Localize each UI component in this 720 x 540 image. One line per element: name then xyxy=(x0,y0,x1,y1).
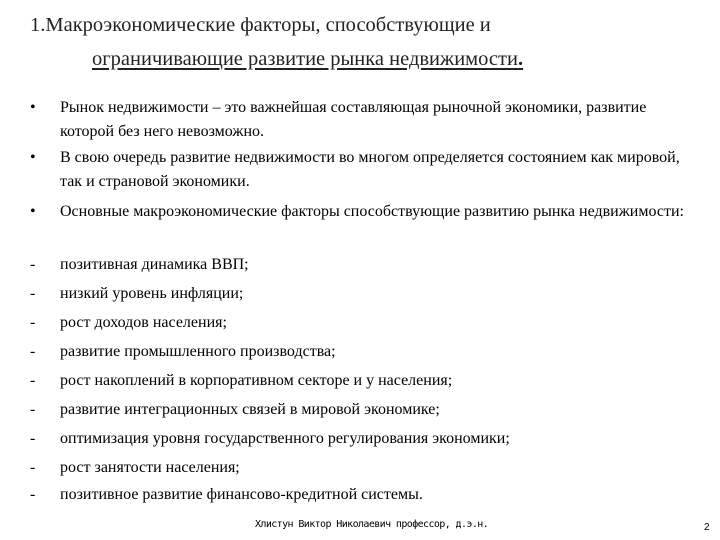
list-item-text: рост занятости населения; xyxy=(60,459,240,476)
title-line-2-text: ограничивающие развитие рынка недвижимости xyxy=(92,48,518,70)
dash-marker: - xyxy=(30,285,36,302)
title-line-1: 1.Макроэкономические факторы, способствующие и xyxy=(30,14,491,36)
list-item-text: развитие промышленного производства; xyxy=(60,343,336,360)
dash-marker: - xyxy=(30,459,36,476)
list-item-text: оптимизация уровня государственного регулирования экономики; xyxy=(60,430,510,447)
footer-author: Хлистун Виктор Николаевич профессор, д.э.н. xyxy=(255,519,489,530)
dash-marker: - xyxy=(30,314,36,331)
dash-marker: - xyxy=(30,372,36,389)
dash-marker: - xyxy=(30,343,36,360)
list-item-text: В свою очередь развитие недвижимости во многом определяется состоянием как мировой, так и страновой экономики. xyxy=(60,149,680,190)
dash-marker: - xyxy=(30,486,36,503)
title-line-2 xyxy=(92,44,523,74)
list-item-text: развитие интеграционных связей в мировой экономике; xyxy=(60,401,440,418)
page-number: 2 xyxy=(704,522,710,533)
title-line-2-period: . xyxy=(517,48,524,70)
list-item-text: Рынок недвижимости – это важнейшая составляющая рыночной экономики, развитие которой без него невозможно. xyxy=(60,99,647,140)
list-item-text: Основные макроэкономические факторы способствующие развитию рынка недвижимости: xyxy=(60,203,684,220)
list-item-text: рост доходов населения; xyxy=(60,314,227,331)
list-item-text: низкий уровень инфляции; xyxy=(60,285,244,302)
list-item-text: рост накоплений в корпоративном секторе и у населения; xyxy=(60,372,453,389)
list-item-text: позитивная динамика ВВП; xyxy=(60,256,249,273)
bullet-marker: • xyxy=(30,149,36,166)
dash-marker: - xyxy=(30,401,36,418)
dash-marker: - xyxy=(30,256,36,273)
list-item-text: позитивное развитие финансово-кредитной системы. xyxy=(60,486,423,503)
bullet-marker: • xyxy=(30,203,36,220)
bullet-marker: • xyxy=(30,99,36,116)
dash-marker: - xyxy=(30,430,36,447)
